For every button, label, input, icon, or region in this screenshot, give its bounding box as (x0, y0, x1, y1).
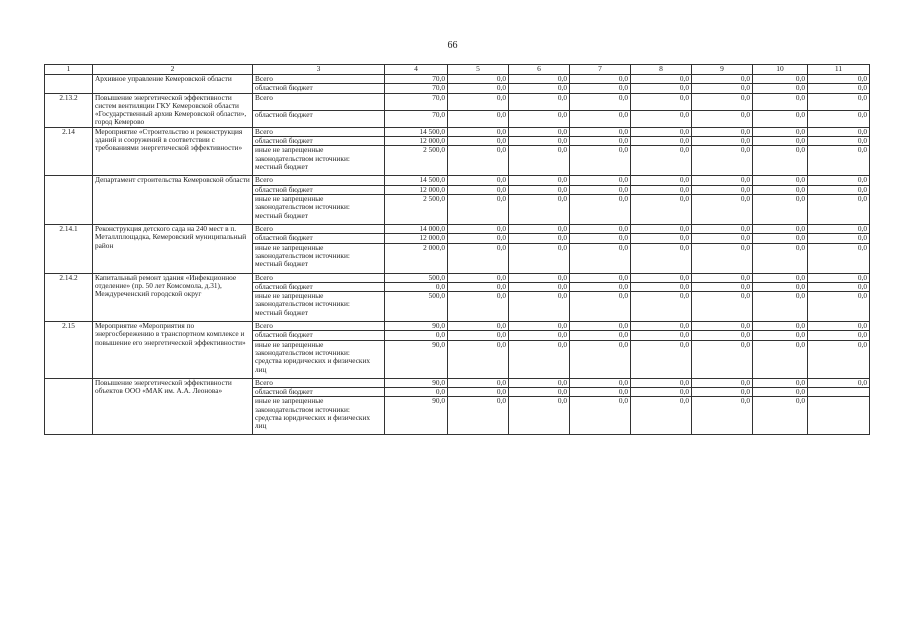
measure-name: Повышение энергетической эффективности объектов ООО «МАК им. А.А. Леонова» (93, 378, 253, 435)
amount-cell: 0,0 (570, 224, 631, 233)
amount-cell: 12 000,0 (385, 185, 448, 194)
funding-source (253, 224, 385, 233)
amount-cell: 0,0 (631, 146, 692, 176)
funding-source (253, 378, 385, 387)
amount-cell: 0,0 (570, 378, 631, 387)
funding-source (253, 93, 385, 110)
amount-cell: 0,0 (631, 234, 692, 243)
funding-source-label: иные не запрещенные законодательством источники: (255, 291, 350, 309)
amount-cell: 2 500,0 (385, 194, 448, 224)
amount-cell: 70,0 (385, 110, 448, 127)
amount-cell: 0,0 (692, 185, 753, 194)
amount-cell: 0,0 (692, 243, 753, 273)
amount-cell: 0,0 (570, 75, 631, 84)
measure-code (45, 378, 93, 435)
funding-source (253, 331, 385, 340)
funding-source (253, 84, 385, 93)
measure-code: 2.14.1 (45, 224, 93, 273)
funding-source (253, 388, 385, 397)
amount-cell: 14 500,0 (385, 176, 448, 185)
amount-cell: 0,0 (692, 137, 753, 146)
amount-cell: 0,0 (509, 146, 570, 176)
funding-source (253, 243, 385, 273)
amount-cell: 0,0 (448, 146, 509, 176)
funding-source-label: областной бюджет (255, 387, 313, 397)
measure-name: Архивное управление Кемеровской области (93, 75, 253, 94)
amount-cell: 0,0 (692, 176, 753, 185)
amount-cell: 0,0 (509, 243, 570, 273)
column-number-header: 8 (631, 65, 692, 75)
funding-source-label: Всего (255, 93, 273, 102)
column-number-header: 4 (385, 65, 448, 75)
amount-cell: 0,0 (753, 331, 808, 340)
funding-source-label: иные не запрещенные законодательством источники: (255, 194, 350, 212)
amount-cell: 0,0 (570, 243, 631, 273)
amount-cell: 0,0 (753, 282, 808, 291)
amount-cell: 0,0 (509, 340, 570, 378)
table-row (45, 75, 870, 84)
amount-cell: 0,0 (448, 194, 509, 224)
funding-source-label: иные не запрещенные законодательством источники: (255, 396, 350, 414)
measure-name: Капитальный ремонт здания «Инфекционное отделение» (пр. 50 лет Комсомола, д.31), Междуреченский городской округ (93, 273, 253, 322)
amount-cell: 0,0 (570, 340, 631, 378)
amount-cell: 0,0 (753, 84, 808, 93)
amount-cell: 0,0 (753, 185, 808, 194)
funding-source-label: областной бюджет (255, 110, 313, 119)
amount-cell: 0,0 (753, 146, 808, 176)
amount-cell: 0,0 (448, 331, 509, 340)
amount-cell: 0,0 (808, 224, 870, 233)
table-row (45, 93, 870, 110)
amount-cell: 0,0 (570, 282, 631, 291)
amount-cell: 0,0 (631, 224, 692, 233)
amount-cell: 0,0 (509, 176, 570, 185)
amount-cell: 0,0 (509, 273, 570, 282)
funding-source-label: областной бюджет (255, 185, 313, 194)
amount-cell: 0,0 (753, 93, 808, 110)
amount-cell: 0,0 (631, 378, 692, 387)
amount-cell: 0,0 (753, 273, 808, 282)
amount-cell: 0,0 (631, 93, 692, 110)
funding-source-label: иные не запрещенные законодательством источники: (255, 243, 350, 260)
amount-cell: 12 000,0 (385, 234, 448, 243)
amount-cell: 2 500,0 (385, 146, 448, 176)
amount-cell: 0,0 (753, 234, 808, 243)
amount-cell: 0,0 (448, 75, 509, 84)
column-number-header: 7 (570, 65, 631, 75)
funding-source (253, 234, 385, 243)
amount-cell: 0,0 (631, 340, 692, 378)
amount-cell: 0,0 (631, 75, 692, 84)
amount-cell: 0,0 (509, 84, 570, 93)
table-row (45, 273, 870, 282)
amount-cell: 0,0 (570, 137, 631, 146)
funding-source-label: Всего (255, 378, 273, 387)
amount-cell: 0,0 (808, 194, 870, 224)
amount-cell: 0,0 (631, 127, 692, 136)
funding-source-label: Всего (255, 175, 273, 185)
amount-cell: 0,0 (808, 110, 870, 127)
page-number: 66 (447, 40, 458, 51)
amount-cell: 0,0 (570, 146, 631, 176)
amount-cell: 0,0 (631, 176, 692, 185)
amount-cell: 90,0 (385, 340, 448, 378)
column-number-header: 9 (692, 65, 753, 75)
amount-cell: 0,0 (692, 127, 753, 136)
amount-cell: 0,0 (570, 194, 631, 224)
amount-cell: 0,0 (448, 127, 509, 136)
column-number-header: 1 (45, 65, 93, 75)
amount-cell: 0,0 (808, 137, 870, 146)
amount-cell: 0,0 (808, 322, 870, 331)
funding-source-label: Всего (255, 224, 273, 233)
measure-code (45, 176, 93, 225)
amount-cell: 0,0 (631, 331, 692, 340)
amount-cell: 0,0 (385, 388, 448, 397)
measure-name: Повышение энергетической эффективности систем вентиляции ГКУ Кемеровской области «Государственный архив Кемеровской области», город Кемерово (93, 93, 253, 127)
funding-source (253, 292, 385, 322)
funding-source-label: областной бюджет (255, 233, 313, 243)
amount-cell: 0,0 (448, 282, 509, 291)
measure-code: 2.13.2 (45, 93, 93, 127)
measure-name: Департамент строительства Кемеровской области (93, 176, 253, 225)
amount-cell: 0,0 (692, 146, 753, 176)
amount-cell: 0,0 (448, 292, 509, 322)
amount-cell: 0,0 (753, 378, 808, 387)
amount-cell: 0,0 (808, 93, 870, 110)
amount-cell: 0,0 (570, 322, 631, 331)
amount-cell: 0,0 (631, 273, 692, 282)
funding-source-label: иные не запрещенные законодательством источники: (255, 340, 350, 358)
funding-source-label: Всего (255, 321, 273, 331)
amount-cell: 0,0 (808, 234, 870, 243)
amount-cell: 0,0 (509, 282, 570, 291)
funding-subsource-label: средства юридических и физических лиц (255, 412, 371, 431)
amount-cell: 0,0 (509, 234, 570, 243)
amount-cell: 0,0 (753, 224, 808, 233)
amount-cell (808, 397, 870, 435)
measure-code: 2.15 (45, 322, 93, 379)
amount-cell: 0,0 (509, 322, 570, 331)
funding-source (253, 146, 385, 176)
amount-cell: 0,0 (692, 322, 753, 331)
funding-source-label: областной бюджет (255, 83, 313, 93)
amount-cell: 0,0 (570, 234, 631, 243)
funding-source (253, 185, 385, 194)
funding-source (253, 273, 385, 282)
amount-cell: 0,0 (509, 378, 570, 387)
amount-cell: 0,0 (631, 282, 692, 291)
amount-cell: 0,0 (753, 137, 808, 146)
funding-source (253, 110, 385, 127)
funding-subsource-label: местный бюджет (255, 307, 308, 317)
amount-cell: 0,0 (808, 84, 870, 93)
amount-cell: 0,0 (808, 185, 870, 194)
amount-cell: 12 000,0 (385, 137, 448, 146)
amount-cell: 0,0 (448, 93, 509, 110)
amount-cell: 0,0 (448, 234, 509, 243)
measure-name: Реконструкция детского сада на 240 мест в п. Металлплощадка, Кемеровский муниципальный район (93, 224, 253, 273)
amount-cell: 0,0 (509, 110, 570, 127)
amount-cell: 0,0 (808, 75, 870, 84)
amount-cell: 500,0 (385, 273, 448, 282)
amount-cell: 0,0 (509, 75, 570, 84)
amount-cell: 0,0 (448, 322, 509, 331)
amount-cell: 0,0 (570, 176, 631, 185)
amount-cell: 0,0 (808, 331, 870, 340)
amount-cell: 0,0 (808, 273, 870, 282)
funding-source (253, 282, 385, 291)
amount-cell: 0,0 (448, 243, 509, 273)
column-number-header: 3 (253, 65, 385, 75)
measure-code: 2.14 (45, 127, 93, 176)
funding-source-label: областной бюджет (255, 136, 313, 146)
amount-cell: 0,0 (692, 378, 753, 387)
table-row (45, 127, 870, 136)
amount-cell: 0,0 (692, 340, 753, 378)
amount-cell: 0,0 (631, 243, 692, 273)
amount-cell: 500,0 (385, 292, 448, 322)
amount-cell: 0,0 (570, 292, 631, 322)
column-number-header: 2 (93, 65, 253, 75)
amount-cell: 0,0 (448, 185, 509, 194)
amount-cell: 0,0 (509, 93, 570, 110)
amount-cell: 70,0 (385, 93, 448, 110)
amount-cell: 0,0 (692, 331, 753, 340)
amount-cell: 0,0 (448, 137, 509, 146)
amount-cell: 0,0 (570, 110, 631, 127)
measure-code: 2.14.2 (45, 273, 93, 322)
table-row (45, 378, 870, 387)
funding-subsource-label: местный бюджет (255, 161, 308, 171)
amount-cell: 2 000,0 (385, 243, 448, 273)
amount-cell: 0,0 (509, 292, 570, 322)
table-row (45, 176, 870, 185)
amount-cell: 0,0 (448, 397, 509, 435)
amount-cell: 0,0 (808, 378, 870, 387)
funding-source (253, 322, 385, 331)
amount-cell: 0,0 (692, 397, 753, 435)
amount-cell: 0,0 (509, 388, 570, 397)
amount-cell: 0,0 (448, 176, 509, 185)
amount-cell: 0,0 (692, 84, 753, 93)
amount-cell: 0,0 (753, 194, 808, 224)
column-number-header: 11 (808, 65, 870, 75)
amount-cell: 0,0 (753, 397, 808, 435)
amount-cell: 0,0 (808, 176, 870, 185)
amount-cell: 0,0 (692, 194, 753, 224)
amount-cell: 0,0 (692, 224, 753, 233)
funding-source (253, 176, 385, 185)
amount-cell: 0,0 (570, 273, 631, 282)
funding-source-label: Всего (255, 74, 273, 83)
amount-cell: 0,0 (692, 93, 753, 110)
amount-cell: 90,0 (385, 322, 448, 331)
amount-cell: 0,0 (631, 322, 692, 331)
amount-cell: 70,0 (385, 75, 448, 84)
amount-cell: 0,0 (385, 331, 448, 340)
column-number-header: 5 (448, 65, 509, 75)
amount-cell: 0,0 (692, 273, 753, 282)
amount-cell: 0,0 (570, 93, 631, 110)
amount-cell: 0,0 (631, 84, 692, 93)
amount-cell: 0,0 (509, 137, 570, 146)
amount-cell: 0,0 (692, 292, 753, 322)
measure-code (45, 75, 93, 94)
funding-subsource-label: местный бюджет (255, 210, 308, 220)
amount-cell: 0,0 (385, 282, 448, 291)
funding-source-label: областной бюджет (255, 282, 313, 291)
amount-cell: 0,0 (509, 194, 570, 224)
amount-cell: 90,0 (385, 397, 448, 435)
amount-cell: 90,0 (385, 378, 448, 387)
amount-cell: 0,0 (753, 110, 808, 127)
table-body (45, 75, 870, 435)
amount-cell: 0,0 (753, 75, 808, 84)
measure-name: Мероприятие «Мероприятия по энергосбережению в транспортном комплексе и повышение его энергетической эффективности» (93, 322, 253, 379)
amount-cell: 0,0 (692, 75, 753, 84)
amount-cell: 0,0 (570, 127, 631, 136)
amount-cell: 0,0 (509, 127, 570, 136)
amount-cell: 0,0 (692, 110, 753, 127)
amount-cell: 0,0 (753, 340, 808, 378)
amount-cell: 0,0 (448, 378, 509, 387)
amount-cell: 0,0 (808, 243, 870, 273)
funding-source (253, 397, 385, 435)
amount-cell: 0,0 (753, 388, 808, 397)
amount-cell: 0,0 (753, 127, 808, 136)
funding-source (253, 127, 385, 136)
amount-cell: 0,0 (753, 176, 808, 185)
funding-source (253, 340, 385, 378)
amount-cell: 0,0 (631, 292, 692, 322)
funding-source-label: Всего (255, 127, 273, 136)
amount-cell: 0,0 (808, 340, 870, 378)
amount-cell: 0,0 (570, 84, 631, 93)
amount-cell: 0,0 (631, 388, 692, 397)
amount-cell: 0,0 (448, 110, 509, 127)
table-row (45, 322, 870, 331)
amount-cell: 14 500,0 (385, 127, 448, 136)
amount-cell: 0,0 (753, 322, 808, 331)
amount-cell: 0,0 (808, 146, 870, 176)
funding-source-label: областной бюджет (255, 330, 313, 340)
funding-source (253, 194, 385, 224)
funding-source (253, 75, 385, 84)
amount-cell: 0,0 (448, 224, 509, 233)
amount-cell: 0,0 (448, 388, 509, 397)
amount-cell: 0,0 (448, 84, 509, 93)
amount-cell: 0,0 (808, 292, 870, 322)
amount-cell: 14 000,0 (385, 224, 448, 233)
amount-cell: 70,0 (385, 84, 448, 93)
funding-source-label: Всего (255, 273, 273, 282)
measure-name: Мероприятие «Строительство и реконструкция зданий и сооружений в соответствии с требованиями энергетической эффективности» (93, 127, 253, 176)
budget-table (44, 64, 870, 435)
amount-cell: 0,0 (631, 194, 692, 224)
amount-cell: 0,0 (448, 273, 509, 282)
amount-cell: 0,0 (753, 292, 808, 322)
amount-cell: 0,0 (631, 185, 692, 194)
amount-cell: 0,0 (570, 331, 631, 340)
amount-cell: 0,0 (808, 282, 870, 291)
amount-cell: 0,0 (509, 185, 570, 194)
amount-cell: 0,0 (692, 388, 753, 397)
amount-cell: 0,0 (631, 397, 692, 435)
funding-source-label: иные не запрещенные законодательством источники: (255, 145, 350, 163)
amount-cell: 0,0 (753, 243, 808, 273)
table-row (45, 224, 870, 233)
amount-cell: 0,0 (808, 127, 870, 136)
amount-cell: 0,0 (448, 340, 509, 378)
amount-cell: 0,0 (631, 110, 692, 127)
amount-cell: 0,0 (631, 137, 692, 146)
funding-subsource-label: местный бюджет (255, 259, 308, 269)
amount-cell: 0,0 (570, 397, 631, 435)
column-number-header: 10 (753, 65, 808, 75)
amount-cell: 0,0 (692, 282, 753, 291)
funding-subsource-label: средства юридических и физических лиц (255, 356, 371, 374)
amount-cell (808, 388, 870, 397)
amount-cell: 0,0 (692, 234, 753, 243)
amount-cell: 0,0 (509, 224, 570, 233)
amount-cell: 0,0 (570, 388, 631, 397)
funding-source (253, 137, 385, 146)
amount-cell: 0,0 (509, 397, 570, 435)
column-number-header: 6 (509, 65, 570, 75)
column-number-row (45, 65, 870, 75)
amount-cell: 0,0 (570, 185, 631, 194)
amount-cell: 0,0 (509, 331, 570, 340)
